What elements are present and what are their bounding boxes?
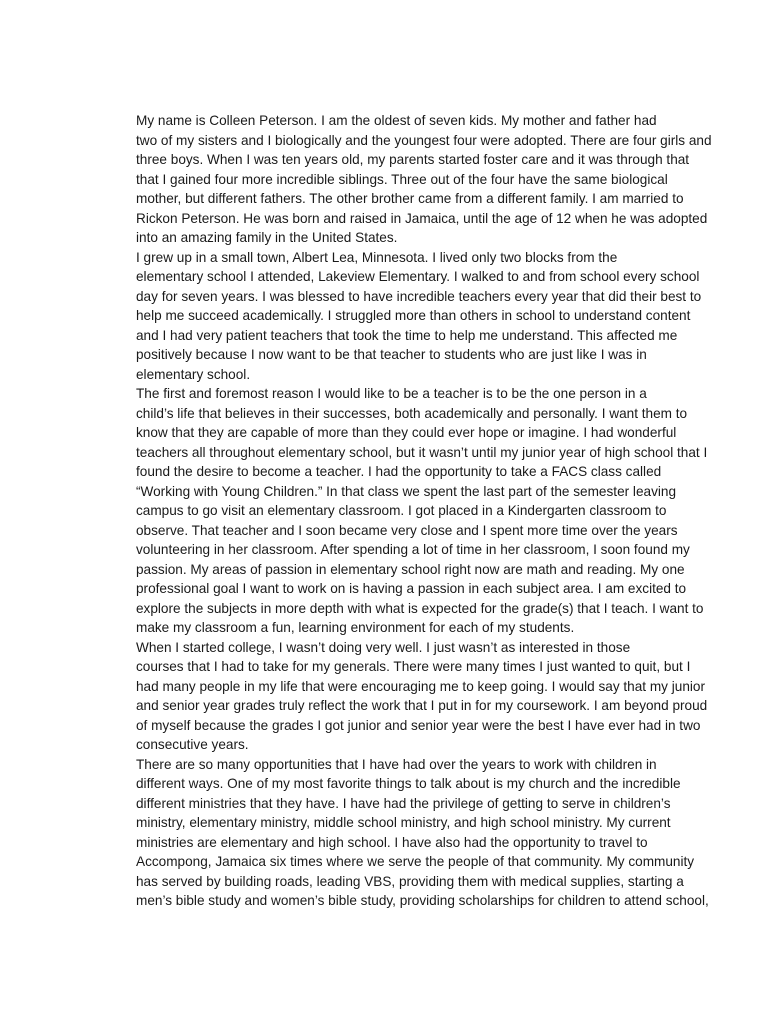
text-line: explore the subjects in more depth with what is expected for the grade(s) that I teach. I want to [136,600,704,616]
text-line: found the desire to become a teacher. I had the opportunity to take a FACS class called [136,464,662,479]
text-line: help me succeed academically. I struggled more than others in school to understand content [136,308,691,323]
text-line: professional goal I want to work on is having a passion in each subject area. I am excited to [136,581,687,596]
text-line: know that they are capable of more than they could ever hope or imagine. I had wonderful [136,425,677,440]
text-line: The first and foremost reason I would like to be a teacher is to be the one person in a [136,386,647,401]
paragraph-opportunities [88,755,709,911]
text-line: make my classroom a fun, learning environment for each of my students. [136,620,575,635]
text-line: different ways. One of my most favorite things to talk about is my church and the incredible [136,776,681,791]
text-line: consecutive years. [136,737,249,752]
paragraph-introduction [88,111,712,248]
text-line: ministries are elementary and high school. I have also had the opportunity to travel to [136,834,648,850]
paragraph-reason-to-teach [88,384,708,638]
text-line: teachers all throughout elementary school, but it wasn’t until my junior year of high school that I [136,444,708,460]
paragraph-college [88,638,708,755]
text-line: child’s life that believes in their successes, both academically and personally. I want them to [136,405,688,421]
text-line: into an amazing family in the United States. [136,230,398,245]
text-line: and I had very patient teachers that took the time to help me understand. This affected me [136,327,678,343]
text-line: had many people in my life that were encouraging me to keep going. I would say that my junior [136,678,705,694]
text-line: different ministries that they have. I have had the privilege of getting to serve in children’s [136,795,671,811]
text-line: that I gained four more incredible siblings. Three out of the four have the same biological [136,171,668,187]
text-line: elementary school I attended, Lakeview Elementary. I walked to and from school every school [136,269,700,284]
text-line: elementary school. [136,366,251,382]
text-line: day for seven years. I was blessed to have incredible teachers every year that did their best to [136,288,702,304]
text-line: There are so many opportunities that I have had over the years to work with children in [136,756,657,772]
text-line: has served by building roads, leading VBS, providing them with medical supplies, starting a [136,873,684,889]
text-line: ministry, elementary ministry, middle school ministry, and high school ministry. My current [136,815,671,830]
text-line: three boys. When I was ten years old, my parents started foster care and it was through that [136,152,690,167]
paragraph-hometown [88,248,702,385]
text-line: two of my sisters and I biologically and the youngest four were adopted. There are four girls and [136,132,712,148]
text-line: Rickon Peterson. He was born and raised in Jamaica, until the age of 12 when he was adopted [136,210,708,226]
text-line: of myself because the grades I got junior and senior year were the best I have ever had in two [136,717,701,733]
text-line: positively because I now want to be that teacher to students who are just like I was in [136,347,647,362]
text-line: campus to go visit an elementary classroom. I got placed in a Kindergarten classroom to [136,503,667,518]
document-body [88,111,712,911]
text-line: Accompong, Jamaica six times where we serve the people of that community. My community [136,854,695,869]
text-line: and senior year grades truly reflect the work that I put in for my coursework. I am beyond proud [136,698,708,713]
text-line: When I started college, I wasn’t doing very well. I just wasn’t as interested in those [136,639,631,655]
text-line: mother, but different fathers. The other brother came from a different family. I am married to [136,191,684,206]
text-line: courses that I had to take for my generals. There were many times I just wanted to quit, but I [136,659,691,674]
text-line: passion. My areas of passion in elementary school right now are math and reading. My one [136,561,685,577]
text-line: men’s bible study and women’s bible study, providing scholarships for children to attend school, [136,893,709,908]
text-line: observe. That teacher and I soon became very close and I spent more time over the years [136,522,678,538]
text-line: I grew up in a small town, Albert Lea, Minnesota. I lived only two blocks from the [136,249,618,265]
text-line: “Working with Young Children.” In that class we spent the last part of the semester leaving [136,483,677,499]
text-line: volunteering in her classroom. After spending a lot of time in her classroom, I soon found my [136,542,690,557]
text-line: My name is Colleen Peterson. I am the oldest of seven kids. My mother and father had [136,113,657,128]
